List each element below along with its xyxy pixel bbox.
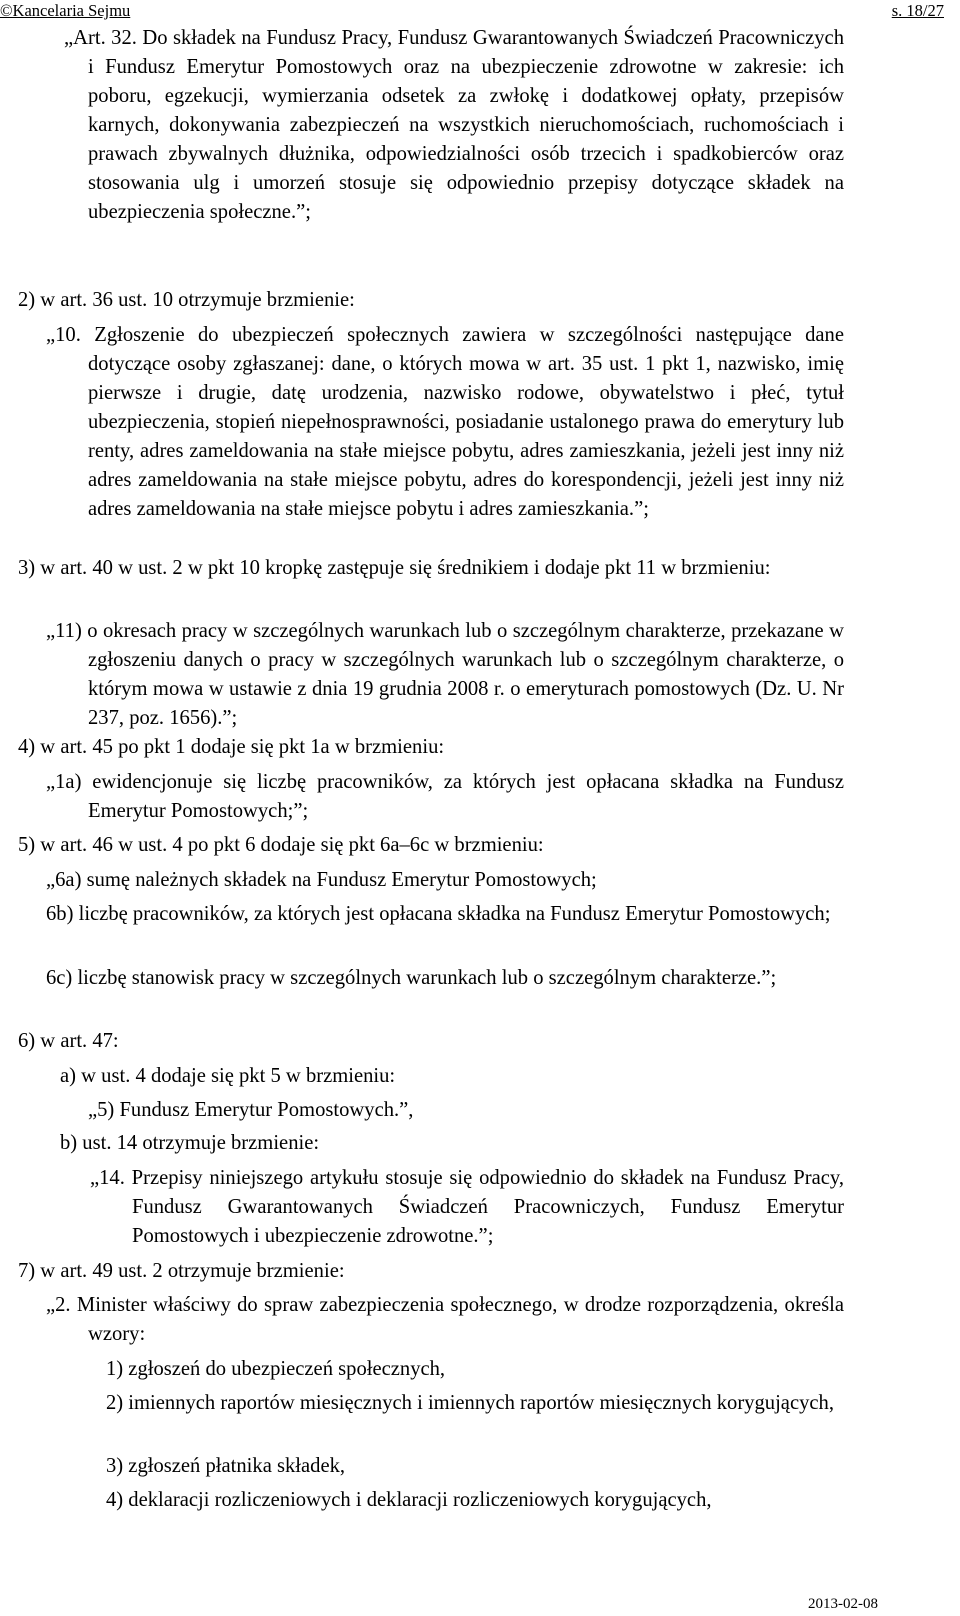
item-3: 3) w art. 40 w ust. 2 w pkt 10 kropkę zastępuje się średnikiem i dodaje pkt 11 w brzmieniu: — [18, 557, 771, 579]
item-4-quote: „1a) ewidencjonuje się liczbę pracowników, za których jest opłacana składka na Fundusz Emerytur Pomostowych;”; — [46, 771, 844, 822]
item-7-point-2: 2) imiennych raportów miesięcznych i imiennych raportów miesięcznych korygujących, — [106, 1392, 834, 1414]
item-6-b-quote: „14. Przepisy niniejszego artykułu stosuje się odpowiednio do składek na Fundusz Pracy, Fundusz Gwarantowanych Świadczeń Pracowniczych, Fundusz Emerytur Pomostowych i ubezpieczenie zdrowotne.”; — [90, 1167, 844, 1247]
item-7-point-4: 4) deklaracji rozliczeniowych i deklaracji rozliczeniowych korygujących, — [106, 1489, 712, 1511]
item-6-b: b) ust. 14 otrzymuje brzmienie: — [60, 1132, 320, 1154]
item-2: 2) w art. 36 ust. 10 otrzymuje brzmienie: — [18, 289, 355, 311]
page-number: s. 18/27 — [891, 1, 944, 20]
item-7-point-3: 3) zgłoszeń płatnika składek, — [106, 1455, 346, 1477]
item-7: 7) w art. 49 ust. 2 otrzymuje brzmienie: — [18, 1260, 345, 1282]
item-5-6b: 6b) liczbę pracowników, za których jest opłacana składka na Fundusz Emerytur Pomostowych; — [46, 903, 831, 925]
item-5-6a: „6a) sumę należnych składek na Fundusz Emerytur Pomostowych; — [46, 869, 597, 891]
footer-date: 2013-02-08 — [808, 1596, 878, 1612]
item-7-quote: „2. Minister właściwy do spraw zabezpieczenia społecznego, w drodze rozporządzenia, określa wzory: — [46, 1294, 844, 1345]
source-header: ©Kancelaria Sejmu — [0, 1, 131, 20]
item-4: 4) w art. 45 po pkt 1 dodaje się pkt 1a w brzmieniu: — [18, 736, 445, 758]
item-6-a-quote: „5) Fundusz Emerytur Pomostowych.”, — [88, 1099, 414, 1121]
item-5: 5) w art. 46 w ust. 4 po pkt 6 dodaje się pkt 6a–6c w brzmieniu: — [18, 834, 544, 856]
item-6-a: a) w ust. 4 dodaje się pkt 5 w brzmieniu: — [60, 1065, 396, 1087]
item-2-quote: „10. Zgłoszenie do ubezpieczeń społecznych zawiera w szczególności następujące dane dotyczące osoby zgłaszanej: dane, o których mowa w art. 35 ust. 1 pkt 1, nazwisko, imię pierwsze i drugie, datę urodzenia, nazwisko rodowe, obywatelstwo i płeć, tytuł ubezpieczenia, stopień niepełnosprawności, posiadanie ustalonego prawa do emerytury lub renty, adres zameldowania na stałe miejsce pobytu, adres zamieszkania, jeżeli jest inny niż adres zameldowania na stałe miejsce pobytu, adres do korespondencji, jeżeli jest inny niż adres zameldowania na stałe miejsce pobytu i adres zamieszkania.”; — [46, 324, 844, 520]
item-5-6c: 6c) liczbę stanowisk pracy w szczególnych warunkach lub o szczególnym charakterze.”; — [46, 967, 777, 989]
item-7-point-1: 1) zgłoszeń do ubezpieczeń społecznych, — [106, 1358, 446, 1380]
item-3-quote: „11) o okresach pracy w szczególnych warunkach lub o szczególnym charakterze, przekazane w zgłoszeniu danych o pracy w szczególnych warunkach lub o szczególnym charakterze, o którym mowa w ustawie z dnia 19 grudnia 2008 r. o emeryturach pomostowych (Dz. U. Nr 237, poz. 1656).”; — [46, 620, 844, 729]
art32-paragraph: „Art. 32. Do składek na Fundusz Pracy, Fundusz Gwarantowanych Świadczeń Pracowniczych i Fundusz Emerytur Pomostowych oraz na ubezpieczenie zdrowotne w zakresie: ich poboru, egzekucji, wymierzania odsetek za zwłokę i dodatkowej opłaty, przepisów karnych, dokonywania zabezpieczeń na wszystkich nieruchomościach, ruchomościach i prawach zbywalnych dłużnika, odpowiedzialności osób trzecich i spadkobierców oraz stosowania ulg i umorzeń stosuje się odpowiednio przepisy dotyczące składek na ubezpieczenia społeczne.”; — [64, 27, 844, 223]
item-6: 6) w art. 47: — [18, 1030, 119, 1052]
